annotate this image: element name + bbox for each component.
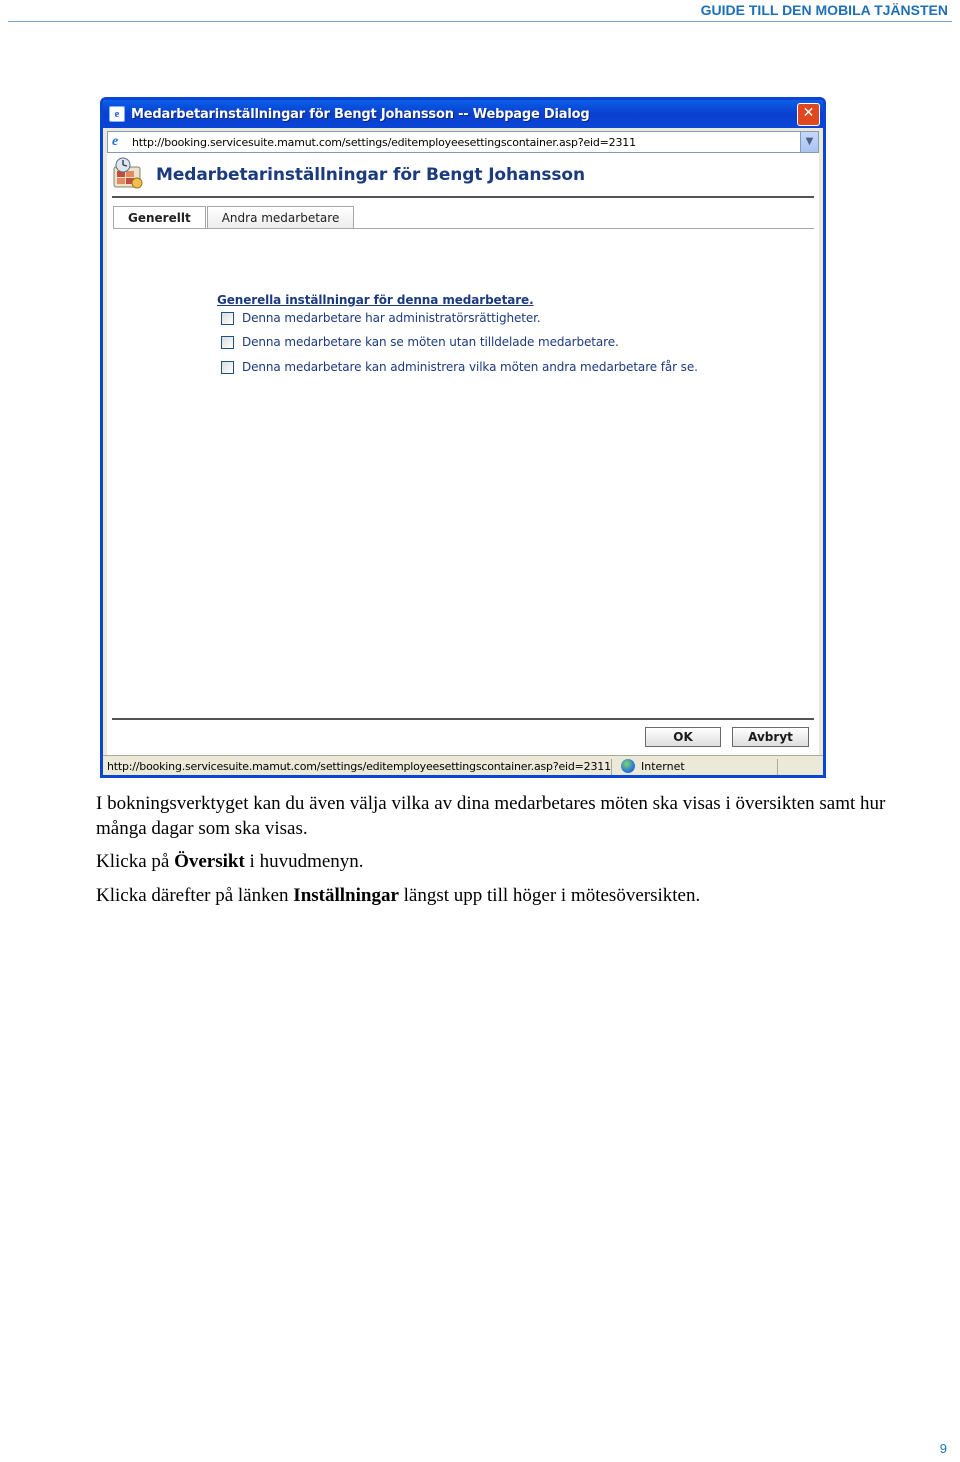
tabs-divider — [113, 228, 814, 229]
dialog-content — [107, 153, 819, 757]
para2-prefix: Klicka på — [96, 851, 175, 872]
status-zone-label: Internet — [641, 759, 685, 773]
status-url: http://booking.servicesuite.mamut.com/settings/editemployeesettingscontainer.asp?eid=2311 — [107, 760, 611, 773]
status-separator — [777, 759, 778, 775]
globe-icon — [621, 759, 635, 773]
option-label: Denna medarbetare kan administrera vilka möten andra medarbetare får se. — [242, 360, 698, 374]
option-label: Denna medarbetare kan se möten utan tilldelade medarbetare. — [242, 335, 619, 349]
tab-generellt[interactable]: Generellt — [113, 206, 206, 229]
status-bar — [103, 755, 823, 778]
settings-heading: Generella inställningar för denna medarbetare. — [217, 293, 534, 307]
body-paragraph-1: I bokningsverktyget kan du även välja vilka av dina medarbetares möten ska visas i översikten samt hur många dagar som ska visas. — [96, 793, 886, 839]
address-url: http://booking.servicesuite.mamut.com/settings/editemployeesettingscontainer.asp?eid=2311 — [132, 135, 636, 149]
employee-settings-icon — [111, 157, 145, 191]
page-title: Medarbetarinställningar för Bengt Johansson — [156, 165, 586, 185]
footer-divider — [112, 718, 814, 720]
option-admin-rights[interactable] — [221, 311, 541, 325]
status-zone — [621, 759, 685, 773]
tab-strip — [113, 206, 355, 229]
page-number: 9 — [939, 1441, 947, 1456]
webpage-dialog-screenshot — [100, 97, 826, 778]
body-paragraph-2 — [96, 849, 936, 874]
para3-suffix: längst upp till höger i mötesöversikten. — [398, 885, 701, 906]
dialog-window-title: Medarbetarinställningar för Bengt Johansson -- Webpage Dialog — [131, 106, 590, 122]
body-paragraph-3 — [96, 883, 936, 908]
title-divider — [112, 196, 814, 198]
option-administer-visibility[interactable] — [221, 360, 698, 374]
see-unassigned-checkbox[interactable] — [221, 336, 234, 349]
cancel-button[interactable]: Avbryt — [732, 727, 809, 747]
admin-rights-checkbox[interactable] — [221, 312, 234, 325]
administer-visibility-checkbox[interactable] — [221, 361, 234, 374]
installningar-term: Inställningar — [293, 885, 399, 906]
address-dropdown-button[interactable]: ▼ — [800, 132, 818, 152]
dialog-titlebar[interactable] — [103, 100, 823, 128]
tab-andra-medarbetare[interactable]: Andra medarbetare — [207, 206, 355, 228]
status-separator — [611, 759, 612, 775]
close-button[interactable]: ✕ — [797, 103, 820, 126]
oversikt-term: Översikt — [174, 851, 245, 872]
ie-page-icon: e — [109, 106, 125, 122]
ie-logo-icon: e — [112, 134, 119, 149]
para3-prefix: Klicka därefter på länken — [96, 885, 294, 906]
address-bar[interactable] — [107, 131, 819, 153]
option-label: Denna medarbetare har administratörsrättigheter. — [242, 311, 541, 325]
para2-suffix: i huvudmenyn. — [244, 851, 364, 872]
document-header-title: GUIDE TILL DEN MOBILA TJÄNSTEN — [700, 2, 948, 18]
ok-button[interactable]: OK — [645, 727, 721, 747]
header-rule — [8, 21, 952, 22]
option-see-unassigned[interactable] — [221, 335, 619, 349]
